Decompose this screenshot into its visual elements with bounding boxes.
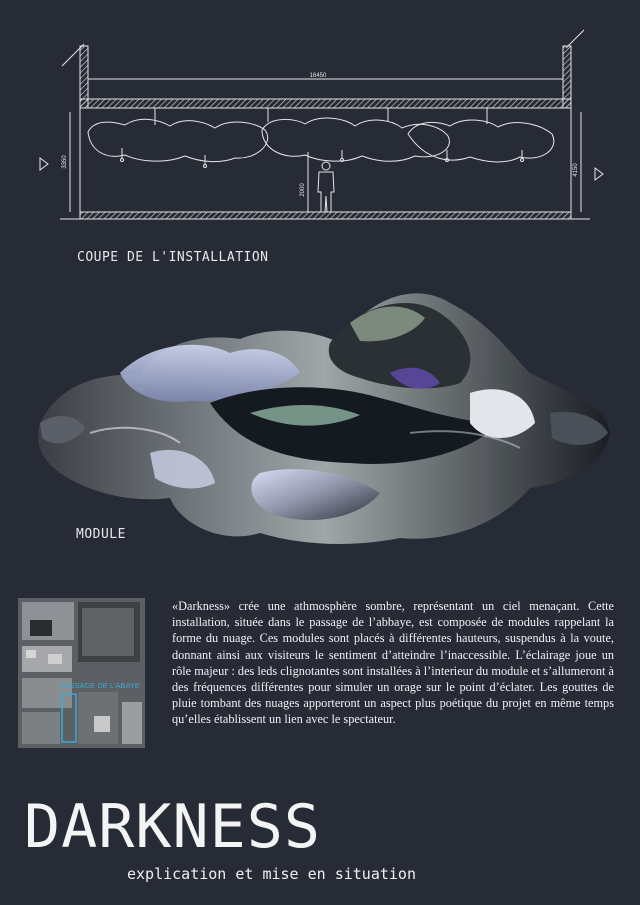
person-figure-icon: [318, 162, 334, 212]
module-title: MODULE: [76, 527, 126, 542]
section-arrow-right-icon: [595, 168, 603, 180]
subtitle: explication et mise en situation: [127, 865, 416, 883]
section-title: COUPE DE L'INSTALLATION: [77, 250, 269, 265]
dimension-left-height: 3350: [62, 155, 68, 169]
site-map-label: PASSAGE DE L'ABAYE: [60, 681, 140, 690]
description-paragraph: «Darkness» crée une athmosphère sombre, représentant un ciel menaçant. Cette installation, située dans le passage de l’abbaye, est composée de modules rappelant la forme du nuage. Ces modules sont placés à différentes hauteurs, suspendus à la voute, donnant ainsi aux visiteurs le sentiment d’atteindre l’inaccessible. L’éclairage joue un rôle majeur : des leds clignotantes sont installées à l’interieur du module et s’allumeront à des fréquences différentes pour simuler un orage sur le point d’éclater. Les gouttes de pluie tombant des nuages apporteront un aspect plus poétique du projet en même temps qu’elles établissent un lien avec le spectateur.: [172, 599, 614, 727]
dimension-person-height: 2000: [300, 183, 306, 197]
dimension-right-height: 4150: [573, 163, 579, 177]
main-title: DARKNESS: [24, 792, 321, 862]
section-drawing: [0, 0, 640, 245]
module-image: [30, 283, 615, 553]
site-map: [18, 598, 145, 748]
dimension-width: 16450: [309, 73, 327, 79]
section-arrow-left-icon: [40, 158, 48, 170]
